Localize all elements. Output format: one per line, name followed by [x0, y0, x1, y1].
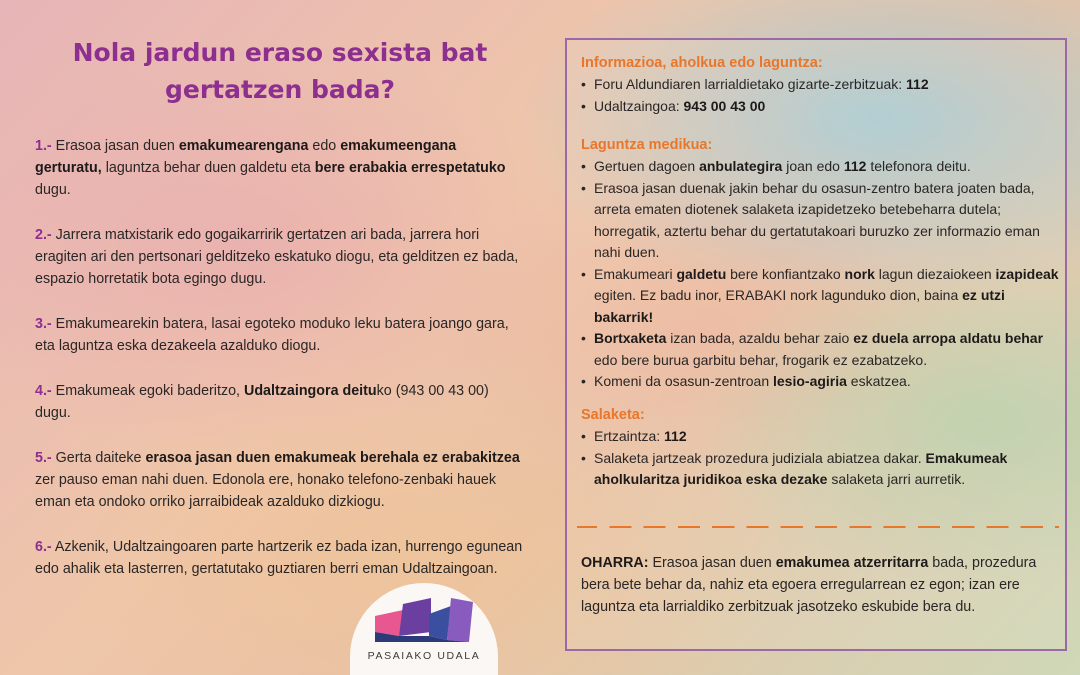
report-section	[581, 404, 1059, 491]
highlight-text: 112	[906, 76, 929, 92]
step-item	[35, 313, 525, 357]
step-number: 5.-	[35, 450, 52, 466]
medical-bullet	[581, 156, 1059, 178]
step-item	[35, 224, 525, 290]
highlight-text: Emakumeak aholkularitza juridikoa eska dezake	[594, 449, 1008, 487]
body-text: laguntza behar duen galdetu eta	[101, 160, 315, 176]
body-text: izan bada, azaldu behar zaio	[666, 330, 854, 346]
medical-bullet	[581, 371, 1059, 393]
body-text: dugu.	[35, 182, 71, 198]
page-title-line1: Nola jardun eraso sexista bat	[72, 38, 488, 67]
body-text: bere konfiantzako	[726, 265, 845, 282]
body-text: Erasoa jasan duen	[648, 555, 776, 571]
step-number: 4.-	[35, 383, 52, 399]
body-text: Foru Aldundiaren larrialdietako gizarte-zerbitzuak:	[594, 76, 907, 92]
body-text: edo bere burua garbitu behar, frogarik ez ezabatzeko.	[594, 351, 928, 368]
body-text: Udaltzaingoa:	[594, 97, 684, 114]
body-text: Komeni da osasun-zentroan	[594, 373, 773, 389]
step-number: 3.-	[35, 316, 52, 332]
step-item	[35, 135, 525, 201]
body-text: Ertzaintza:	[594, 428, 665, 444]
page-title	[20, 34, 540, 108]
body-text: lagun diezaiokeen	[874, 265, 996, 282]
body-text: Azkenik, Udaltzaingoaren parte hartzerik ez bada izan, hurrengo egunean edo ahalik eta lasterren, gertatutako guztiaren berri eman Udaltzaingoan.	[35, 539, 523, 577]
highlight-text: Bortxaketa	[594, 330, 667, 346]
body-text: Erasoa jasan duenak jakin behar du osasun-zentro batera joaten bada, arreta ematen diotenek salaketa izapidetzeko betebeharra dutela; horregatik, aztertu behar du gertatutakoari buruzko zer informazio eman nahi duen.	[594, 179, 1040, 260]
medical-bullet	[581, 328, 1059, 371]
body-text: Gerta daiteke	[51, 450, 146, 466]
medical-section-title: Laguntza medikua:	[581, 137, 713, 153]
body-text: Emakumearekin batera, lasai egoteko moduko leku batera joango gara, eta laguntza eska dezakeela azalduko diogu.	[35, 316, 509, 354]
step-number: 1.-	[35, 138, 52, 154]
step-item	[35, 447, 525, 513]
body-text: joan edo	[782, 158, 844, 174]
highlight-text: ez utzi bakarrik!	[594, 287, 1005, 325]
medical-bullet	[581, 264, 1059, 329]
highlight-text: emakumearengana	[178, 138, 309, 154]
page-title-line2: gertatzen bada?	[165, 75, 395, 104]
body-text: Erasoa jasan duen	[51, 138, 179, 154]
body-text: Emakumeak egoki baderitzo,	[51, 383, 244, 399]
note-paragraph	[581, 552, 1051, 618]
body-text: telefonora deitu.	[866, 158, 971, 174]
step-item	[35, 380, 525, 424]
body-text: eskatzea.	[846, 373, 911, 389]
body-text: Emakumeari	[594, 265, 677, 282]
highlight-text: Udaltzaingora deitu	[244, 383, 377, 399]
highlight-text: bere erabakia errespetatuko	[314, 160, 506, 176]
highlight-text: anbulategira	[699, 158, 783, 174]
body-text: egiten. Ez badu inor, ERABAKI nork lagunduko dion, baina	[594, 287, 963, 303]
info-section-title: Informazioa, aholkua edo laguntza:	[581, 55, 823, 71]
body-text: Gertuen dagoen	[594, 158, 700, 174]
pasaiako-udala-logo-icon	[373, 596, 475, 650]
step-number: 2.-	[35, 227, 52, 243]
body-text: bada, prozedura bera bete behar da, nahiz eta egoera erregularrean ez egon; izan ere laguntza eta larrialdiko zerbitzuak jasotzeko eskubide bera du.	[581, 555, 1037, 615]
note-label: OHARRA:	[581, 555, 649, 571]
highlight-text: 943 00 43 00	[683, 97, 766, 114]
highlight-text: ez duela arropa aldatu behar	[853, 330, 1044, 346]
highlight-text: emakumea atzerritarra	[775, 555, 929, 571]
report-bullet	[581, 448, 1059, 491]
highlight-text: lesio-agiria	[773, 373, 847, 389]
report-bullet	[581, 426, 1059, 448]
highlight-text: emakumeengana gerturatu,	[35, 138, 457, 176]
info-box	[565, 38, 1067, 651]
body-text: salaketa jarri aurretik.	[827, 471, 966, 487]
body-text: zer pauso eman nahi duen. Edonola ere, honako telefono-zenbaki hauek eman eta ondoko orriko jarraibideak azalduko dizkiogu.	[35, 472, 497, 510]
info-bullet	[581, 96, 1059, 118]
info-section	[581, 52, 1059, 117]
steps-list	[35, 135, 525, 603]
medical-section	[581, 134, 1059, 393]
info-bullet	[581, 74, 1059, 96]
report-section-title: Salaketa:	[581, 407, 645, 423]
body-text: Jarrera matxistarik edo gogaikarririk gertatzen ari bada, jarrera hori eragiten ari den pertsonari gelditzeko eskatuko diogu, eta gelditzen ez bada, espazio horretatik bota egingo dugu.	[35, 227, 519, 287]
highlight-text: 112	[664, 428, 687, 444]
medical-bullet	[581, 178, 1059, 264]
highlight-text: erasoa jasan duen emakumeak berehala ez erabakitzea	[145, 450, 520, 466]
highlight-text: galdetu	[676, 265, 727, 282]
highlight-text: 112	[843, 158, 867, 174]
body-text: ko (943 00 43 00) dugu.	[35, 383, 489, 421]
step-item	[35, 536, 525, 580]
body-text: edo	[308, 138, 341, 154]
highlight-text: nork	[844, 265, 875, 282]
logo-text: PASAIAKO UDALA	[367, 650, 481, 662]
highlight-text: izapideak	[995, 265, 1059, 282]
dashed-divider	[577, 526, 1059, 528]
body-text: Salaketa jartzeak prozedura judiziala abiatzea dakar.	[594, 449, 926, 466]
step-number: 6.-	[35, 539, 52, 555]
